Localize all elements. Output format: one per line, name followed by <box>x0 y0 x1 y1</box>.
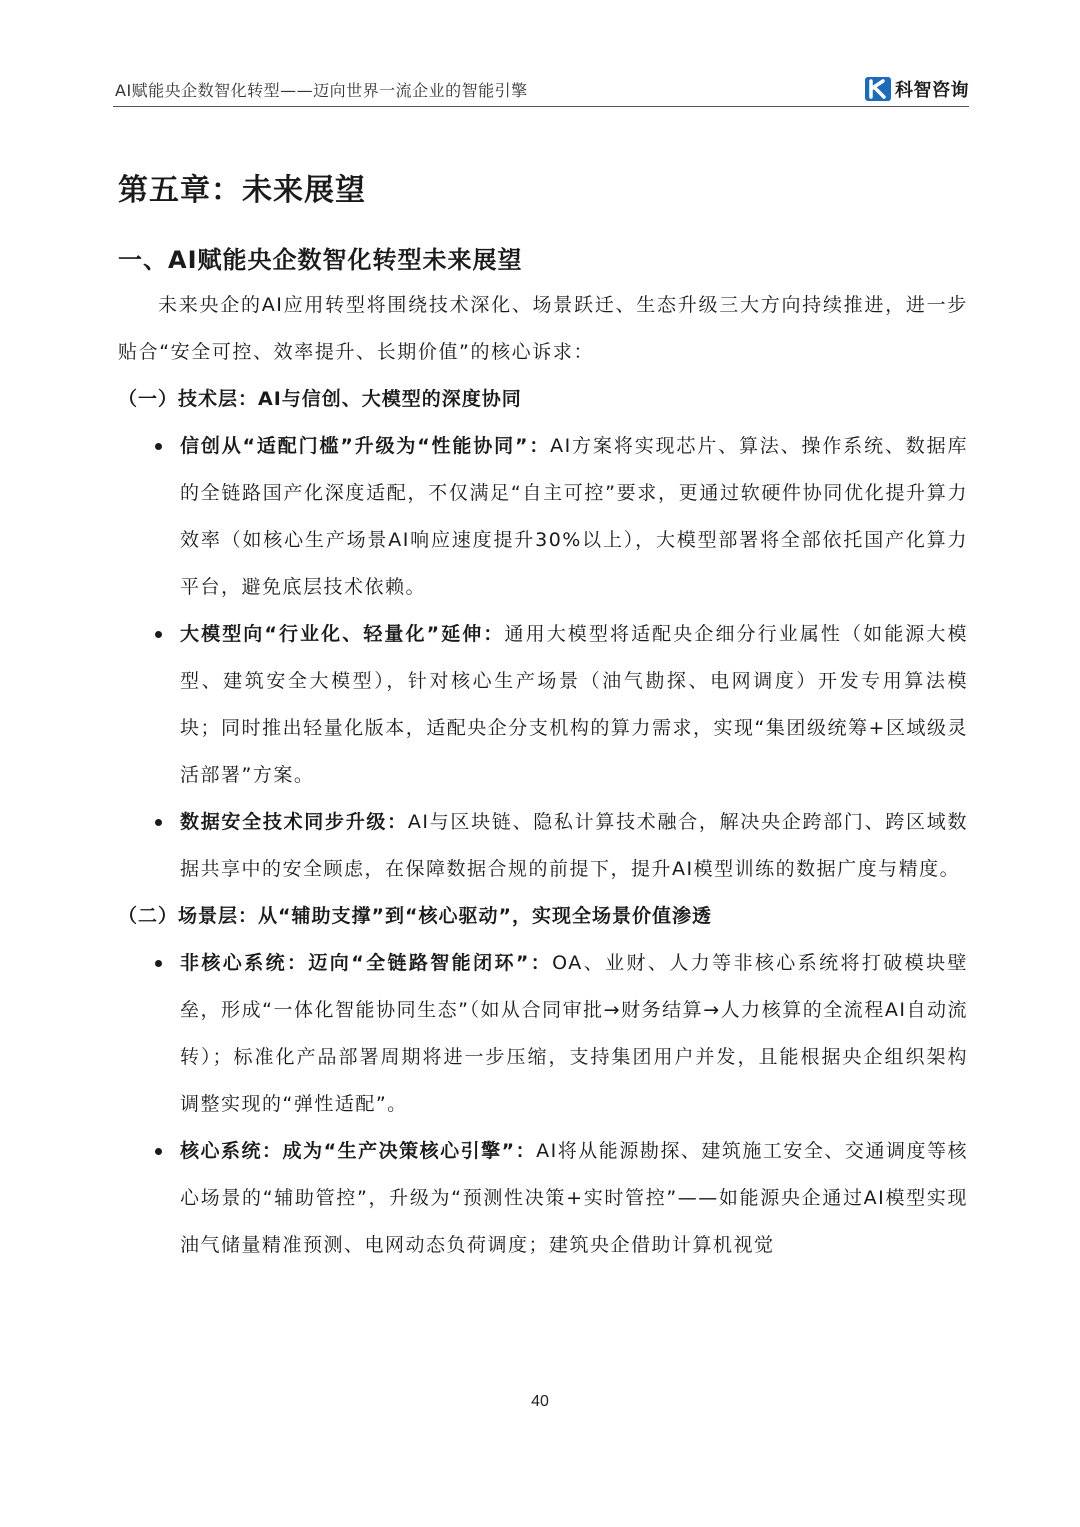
bullet-lead: 大模型向“行业化、轻量化”延伸： <box>180 623 505 645</box>
intro-paragraph: 未来央企的AI应用转型将围绕技术深化、场景跃迁、生态升级三大方向持续推进，进一步贴合“安全可控、效率提升、长期价值”的核心诉求： <box>118 294 968 363</box>
bullet-text: 通用大模型将适配央企细分行业属性（如能源大模型、建筑安全大模型），针对核心生产场景（油气勘探、电网调度）开发专用算法模块；同时推出轻量化版本，适配央企分支机构的算力需求，实现“集团级统筹+区域级灵活部署”方案。 <box>180 623 968 786</box>
bullet-lead: 信创从“适配门槛”升级为“性能协同”： <box>180 435 551 457</box>
bullet-icon <box>155 1148 162 1155</box>
bullet-text: OA、业财、人力等非核心系统将打破模块壁垒，形成“一体化智能协同生态”（如从合同审批→财务结算→人力核算的全流程AI自动流转）；标准化产品部署周期将进一步压缩，支持集团用户并发，且能根据央企组织架构调整实现的“弹性适配”。 <box>180 952 968 1115</box>
kz-logo-icon <box>865 77 891 101</box>
bullet-icon <box>155 819 162 826</box>
section-title: 一、AI赋能央企数智化转型未来展望 <box>118 246 523 274</box>
bullet-text: AI方案将实现芯片、算法、操作系统、数据库的全链路国产化深度适配，不仅满足“自主可控”要求，更通过软硬件协同优化提升算力效率（如核心生产场景AI响应速度提升30%以上），大模型部署将全部依托国产化算力平台，避免底层技术依赖。 <box>180 435 968 598</box>
bullet-icon <box>155 960 162 967</box>
subsection-title: （一）技术层：AI与信创、大模型的深度协同 <box>118 388 522 410</box>
company-logo <box>865 76 969 102</box>
bullet-text: AI将从能源勘探、建筑施工安全、交通调度等核心场景的“辅助管控”，升级为“预测性决策+实时管控”——如能源央企通过AI模型实现油气储量精准预测、电网动态负荷调度；建筑央企借助计算机视觉 <box>180 1140 968 1256</box>
bullet-lead: 非核心系统：迈向“全链路智能闭环”： <box>180 952 553 974</box>
page-header <box>113 70 969 107</box>
list-item <box>118 611 968 799</box>
list-item <box>118 799 968 893</box>
subsection-tech <box>118 376 968 893</box>
bullet-icon <box>155 443 162 450</box>
list-item <box>118 423 968 611</box>
subsection-title: （二）场景层：从“辅助支撑”到“核心驱动”，实现全场景价值渗透 <box>118 905 712 927</box>
bullet-lead: 核心系统：成为“生产决策核心引擎”： <box>180 1140 537 1162</box>
page-content <box>118 160 968 1269</box>
subsection-scene <box>118 893 968 1269</box>
header-title: AI赋能央企数智化转型——迈向世界一流企业的智能引擎 <box>115 81 528 100</box>
bullet-lead: 数据安全技术同步升级： <box>180 811 408 833</box>
list-item <box>118 1128 968 1269</box>
bullet-text: AI与区块链、隐私计算技术融合，解决央企跨部门、跨区域数据共享中的安全顾虑，在保障数据合规的前提下，提升AI模型训练的数据广度与精度。 <box>180 811 968 880</box>
page-number: 40 <box>531 1393 549 1410</box>
bullet-icon <box>155 631 162 638</box>
logo-text: 科智咨询 <box>895 80 969 101</box>
list-item <box>118 940 968 1128</box>
chapter-title: 第五章：未来展望 <box>118 173 366 208</box>
